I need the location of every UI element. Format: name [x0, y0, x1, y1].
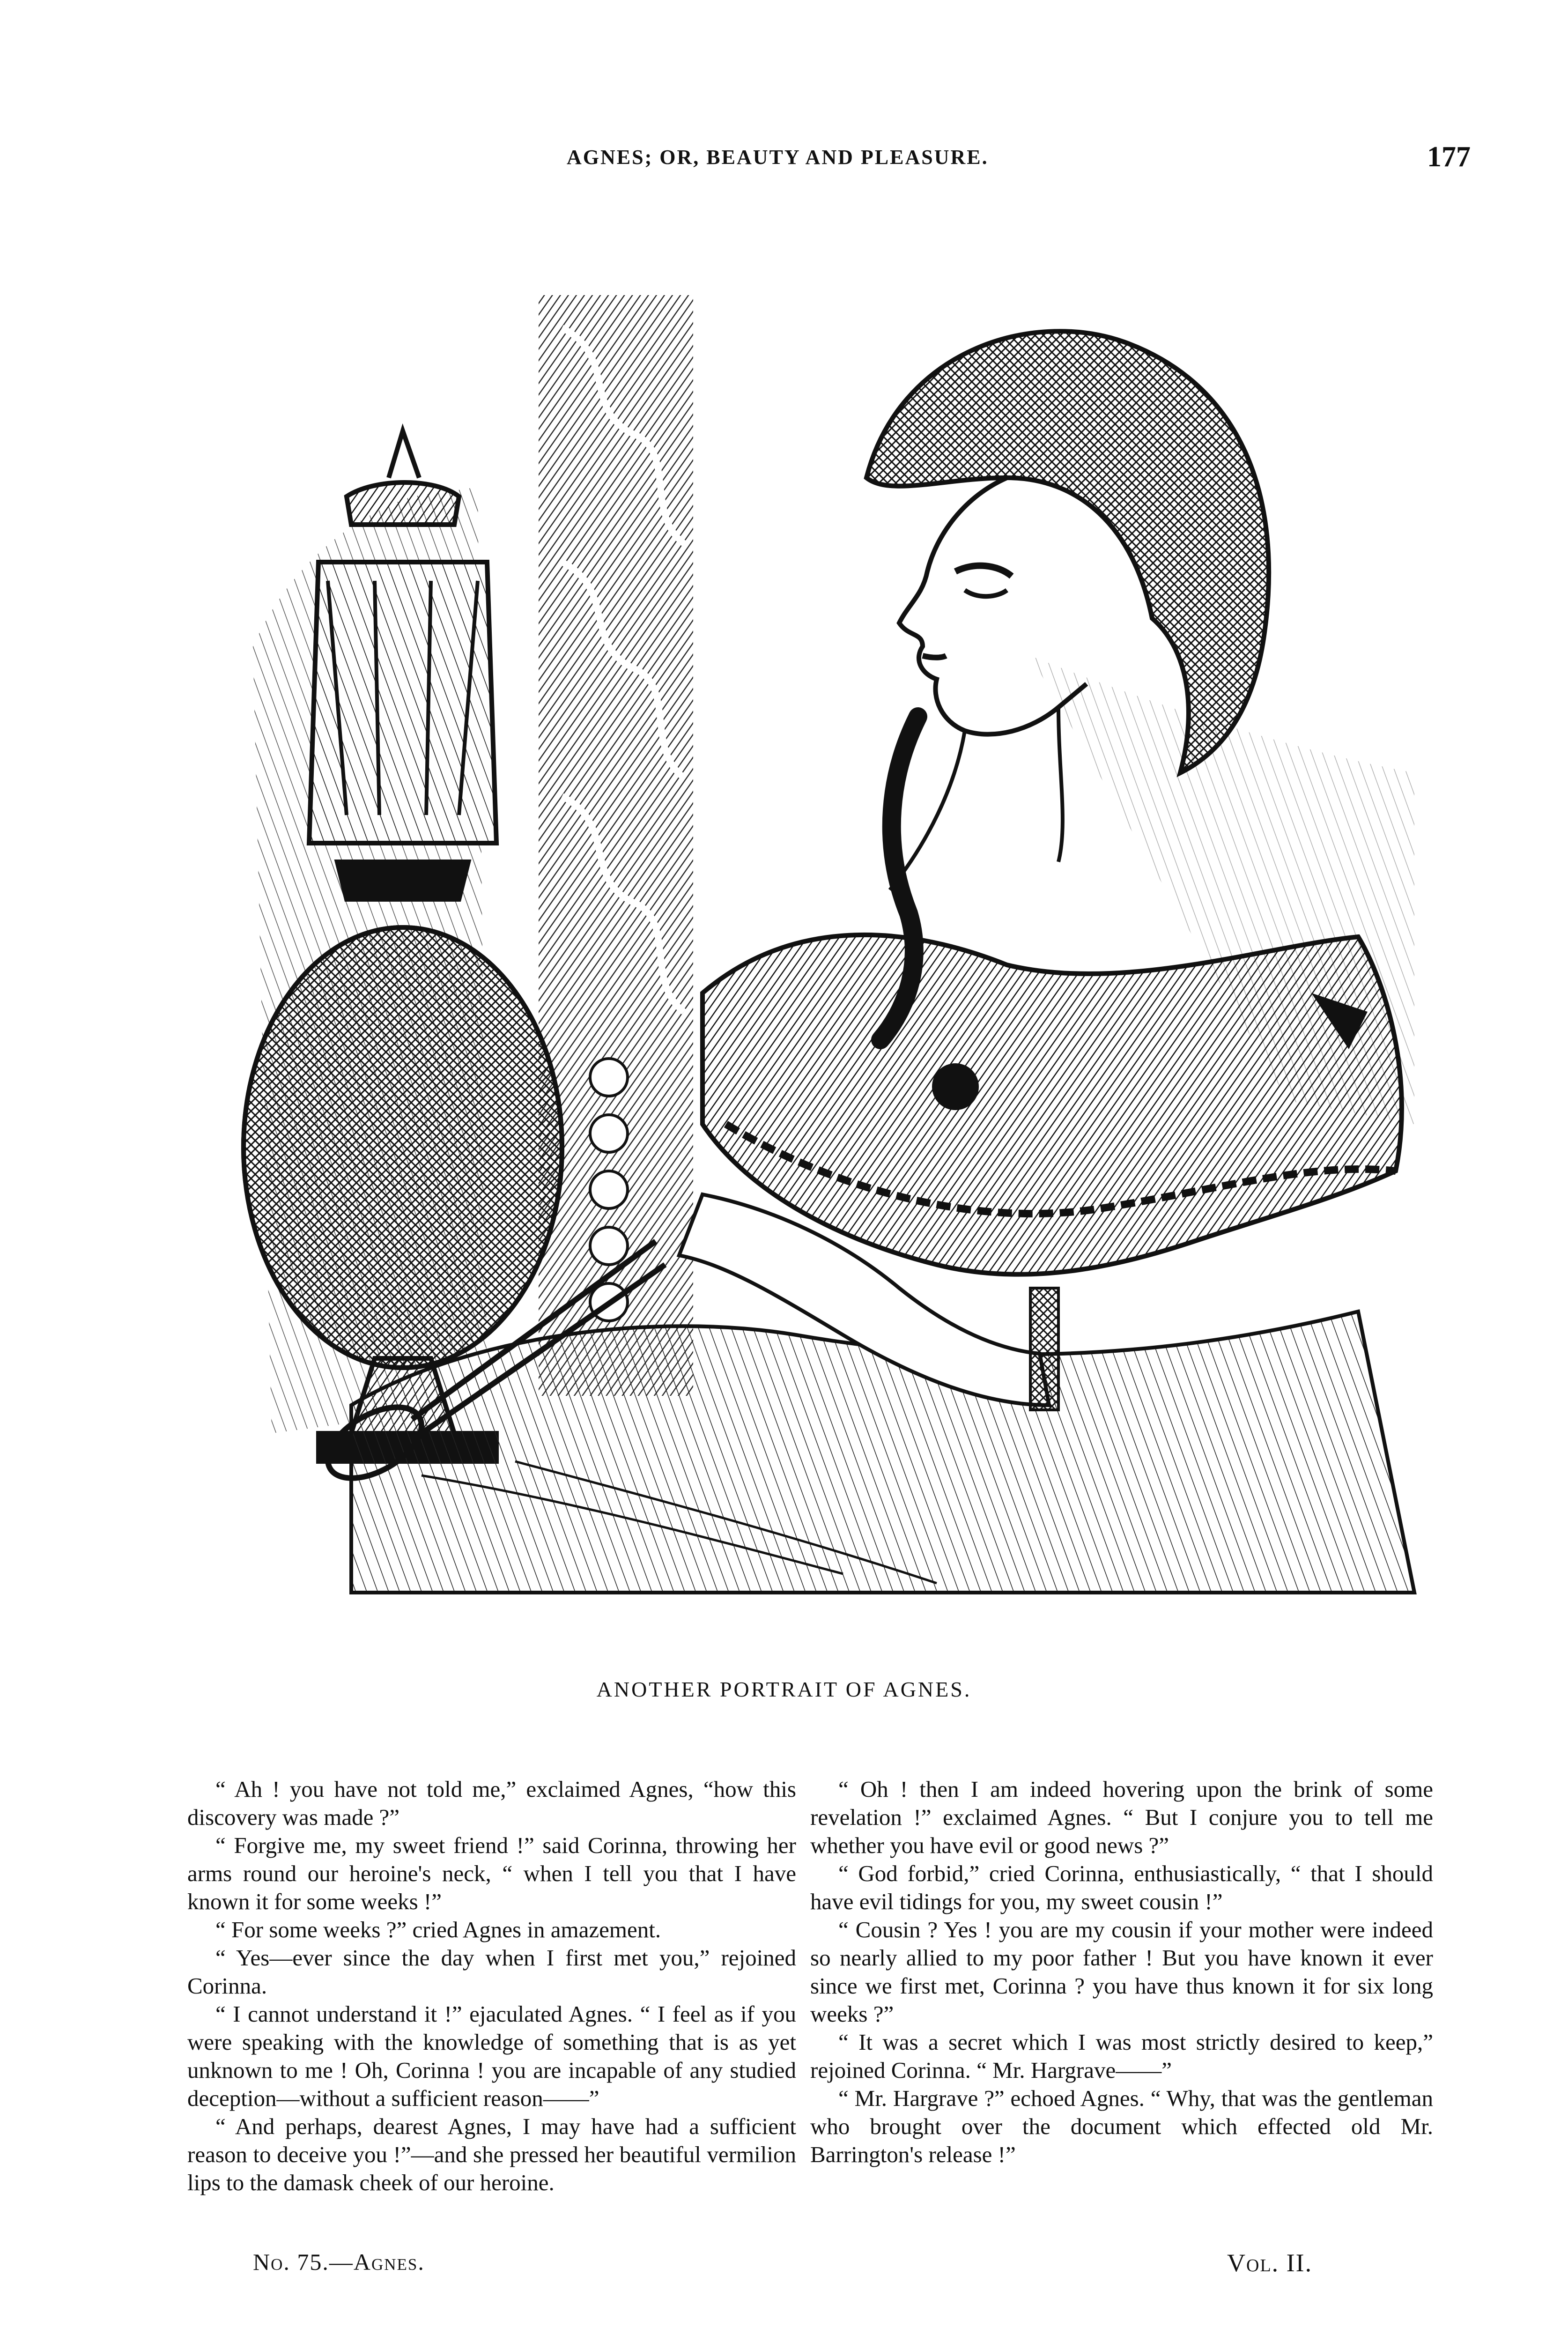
paragraph: “ Cousin ? Yes ! you are my cousin if your mother were indeed so nearly allied to my poor father ! But you have known it ever since we first met, Corinna ? you have thus known it for six long weeks ?” [810, 1917, 1433, 2027]
dress-bodice [703, 935, 1402, 1275]
engraving-art [234, 234, 1442, 1639]
portrait-engraving [234, 234, 1442, 1639]
paragraph: “ Oh ! then I am indeed hovering upon the brink of some revelation !” exclaimed Agnes. “ But I conjure you to tell me whether you have evil or good news ?” [810, 1776, 1433, 1858]
paragraph: “ I cannot understand it !” ejaculated Agnes. “ I feel as if you were speaking with the knowledge of something that is as yet unknown to me ! Oh, Corinna ! you are incapable of any studied deception—without a sufficient reason——” [187, 2001, 796, 2111]
paragraph: “ Ah ! you have not told me,” exclaimed Agnes, “how this discovery was made ?” [187, 1776, 796, 1830]
page-number: 177 [1427, 141, 1471, 173]
paragraph: “ And perhaps, dearest Agnes, I may have had a sufficient reason to deceive you !”—and she pressed her beautiful vermilion lips to the damask cheek of our heroine. [187, 2113, 796, 2195]
paragraph: “ Forgive me, my sweet friend !” said Corinna, throwing her arms round our heroine's neck, “ when I tell you that I have known it for some weeks !” [187, 1832, 796, 1914]
footer-volume: Vol. II. [1227, 2249, 1313, 2277]
text-column-left [187, 1775, 796, 2197]
text-column-right [810, 1775, 1433, 2169]
paragraph: “ Mr. Hargrave ?” echoed Agnes. “ Why, that was the gentleman who brought over the document which effected old Mr. Barrington's release !” [810, 2085, 1433, 2167]
paragraph: “ It was a secret which I was most strictly desired to keep,” rejoined Corinna. “ Mr. Hargrave——” [810, 2029, 1433, 2083]
running-title: AGNES; OR, BEAUTY AND PLEASURE. [567, 146, 989, 169]
paragraph: “ For some weeks ?” cried Agnes in amazement. [215, 1917, 661, 1942]
running-head [539, 141, 1480, 183]
footer-issue-number: No. 75.—Agnes. [253, 2249, 425, 2275]
paragraph: “ Yes—ever since the day when I first met you,” rejoined Corinna. [187, 1945, 796, 1999]
illustration-caption: ANOTHER PORTRAIT OF AGNES. [596, 1677, 972, 1701]
paragraph: “ God forbid,” cried Corinna, enthusiastically, “ that I should have evil tidings for you, my sweet cousin !” [810, 1860, 1433, 1914]
